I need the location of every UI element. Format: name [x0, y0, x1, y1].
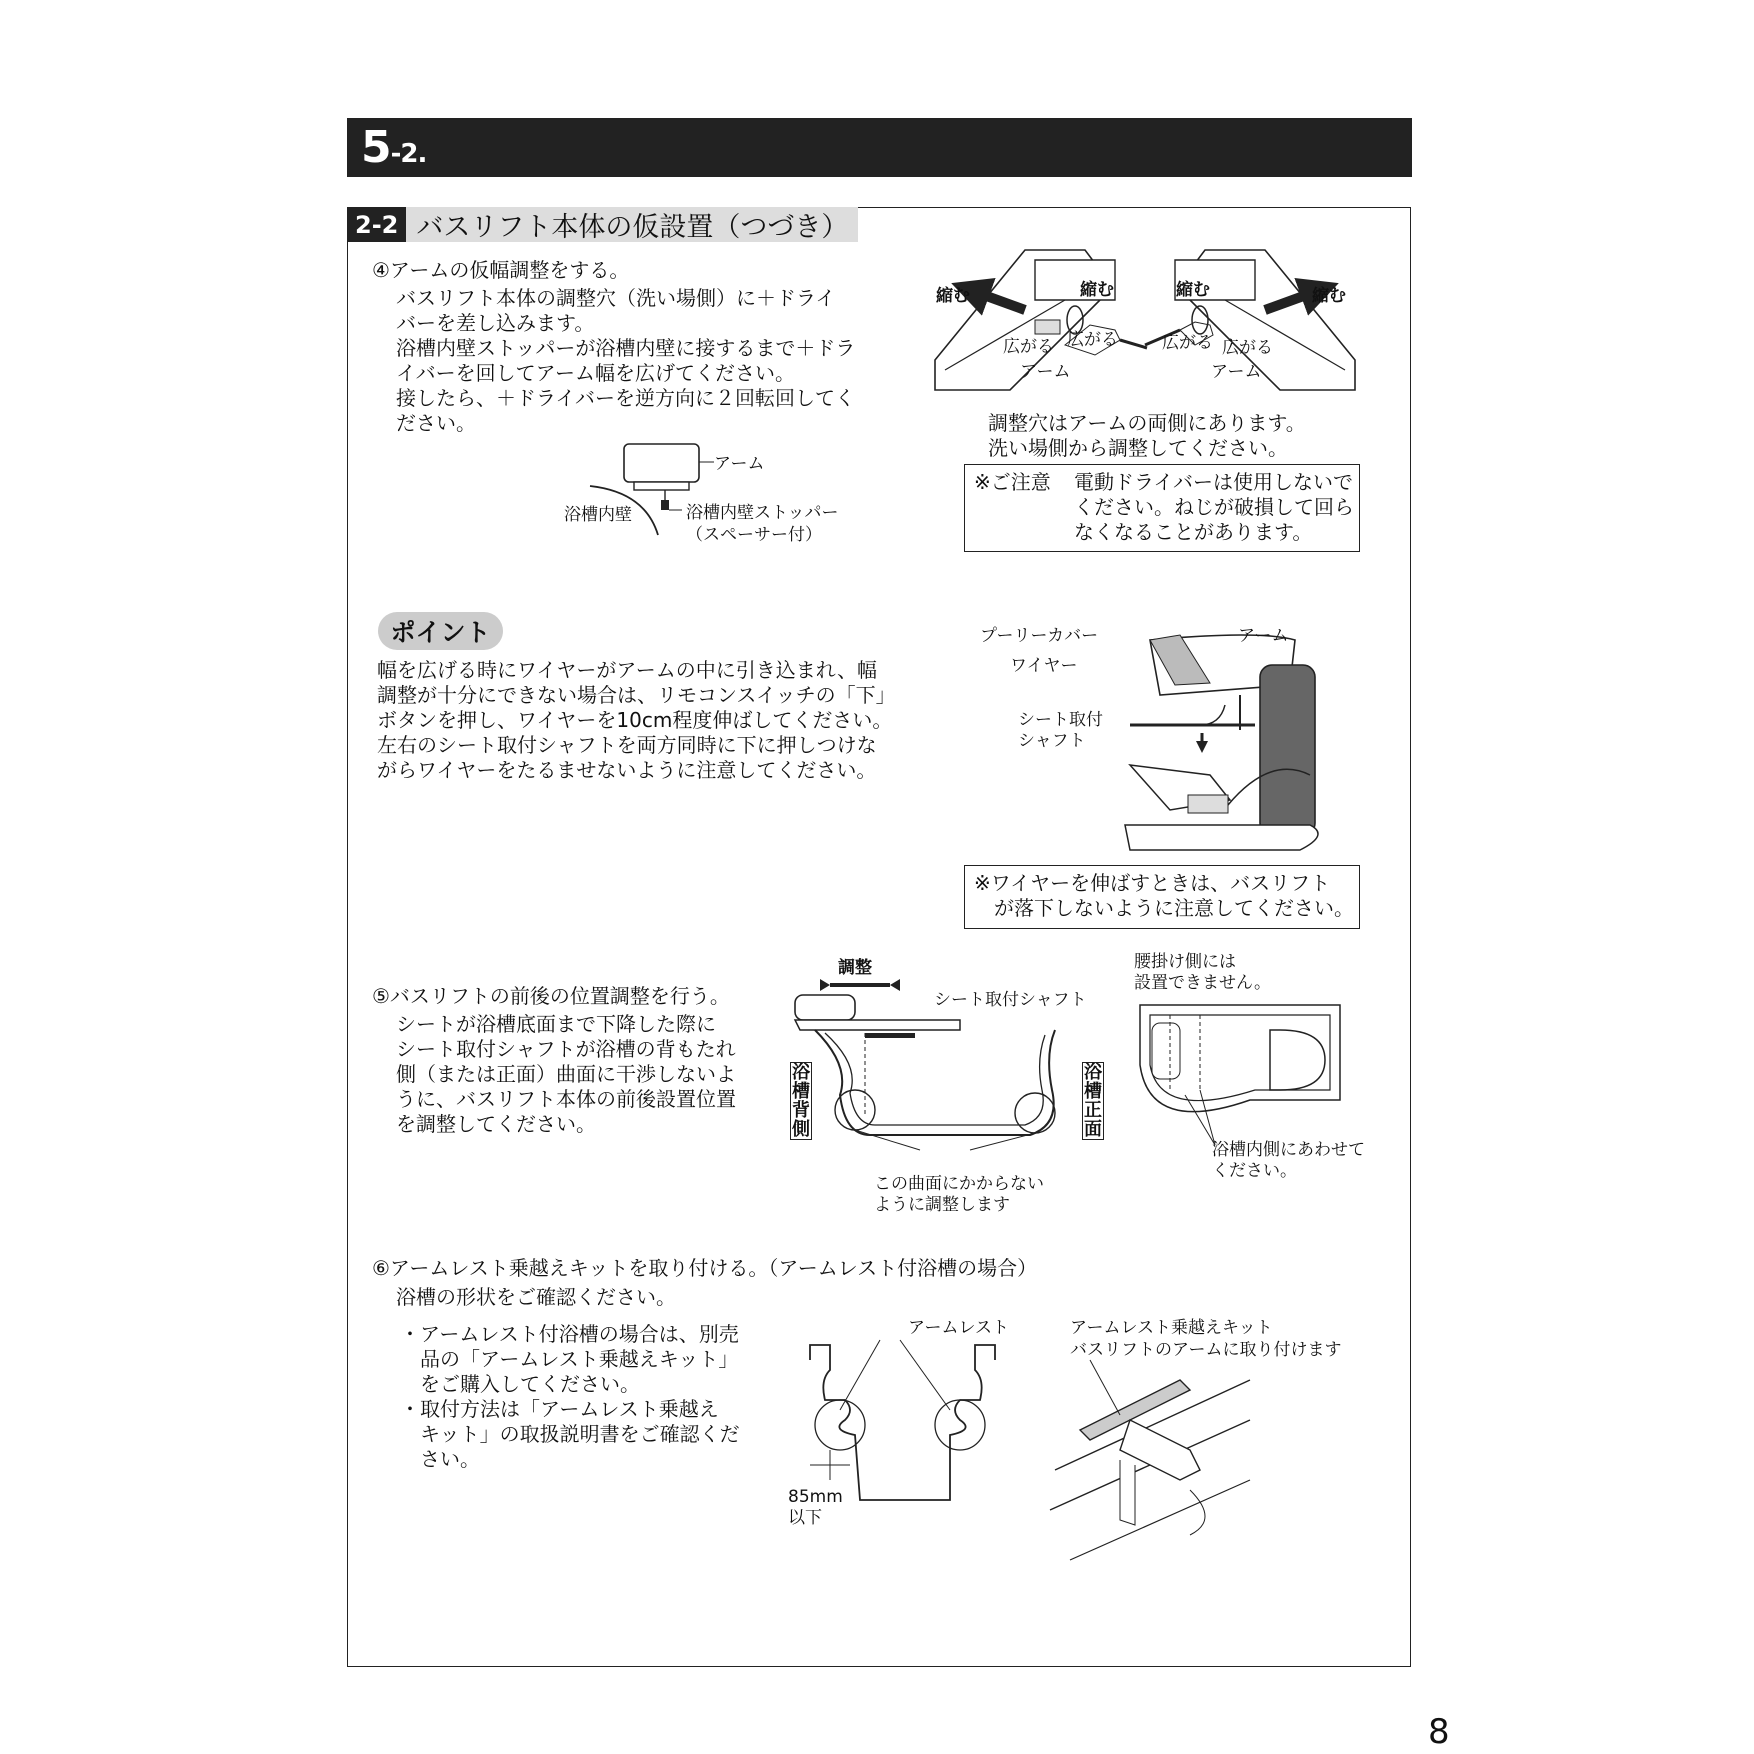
fig-arm-right: アーム [1211, 362, 1262, 382]
section-title-text: バスリフト本体の仮設置（つづき） [406, 207, 858, 242]
stopper-wall-label: 浴槽内壁 [564, 505, 632, 525]
bathtub-back-label: 浴槽背側 [792, 1062, 810, 1140]
step6-heading: ⑥アームレスト乗越えキットを取り付ける。（アームレスト付浴槽の場合） [372, 1256, 1038, 1280]
page-number: 8 [1428, 1712, 1450, 1752]
stopper-arm-label: アーム [714, 454, 765, 474]
fig-widen-4: 広がる [1222, 338, 1273, 358]
armrest-dim: 85mm 以下 [788, 1487, 843, 1528]
wire-figure [1110, 625, 1340, 855]
chapter-header-bar [347, 118, 1412, 177]
fig-arm-left: アーム [1020, 362, 1071, 382]
step6-bullet2: ・取付方法は「アームレスト乗越え キット」の取扱説明書をご確認くだ さい。 [400, 1397, 740, 1471]
kit-label-2: バスリフトのアームに取り付けます [1070, 1340, 1342, 1360]
bathtub-top-figure [1130, 995, 1350, 1145]
armrest-kit-figure [1050, 1360, 1280, 1580]
bathtub-inner-note: 浴槽内側にあわせて ください。 [1212, 1140, 1365, 1181]
wire-pulley-label: プーリーカバー [980, 626, 1099, 646]
step5-body: シートが浴槽底面まで下降した際に シート取付シャフトが浴槽の背もたれ 側（または正面）曲面に干渉しないよ うに、バスリフト本体の前後設置位置 を調整してください。 [396, 1012, 736, 1136]
stopper-label: 浴槽内壁ストッパー [686, 503, 839, 523]
arm-adjust-figure [915, 240, 1375, 400]
bathtub-seat-side-note: 腰掛け側には 設置できません。 [1134, 952, 1272, 993]
section-title [347, 207, 858, 242]
fig-shrink-mid2: 縮む [1176, 280, 1210, 300]
bathtub-adjust-label: 調整 [838, 958, 872, 978]
fig-shrink-mid1: 縮む [1080, 280, 1114, 300]
chapter-number: 5-2. [361, 122, 427, 173]
fig-shrink-right: 縮む [1312, 286, 1346, 306]
fig-widen-1: 広がる [1003, 337, 1054, 357]
caution-label: ※ご注意 [974, 470, 1051, 494]
wire-shaft-label: シート取付 シャフト [1018, 710, 1103, 751]
fig-widen-3: 広がる [1162, 333, 1213, 353]
bathtub-curve-note: この曲面にかからない ように調整します [874, 1174, 1044, 1215]
armrest-label: アームレスト [908, 1318, 1009, 1338]
adjust-holes-note: 調整穴はアームの両側にあります。 洗い場側から調整してください。 [988, 411, 1306, 460]
fig-widen-2: 広がる [1067, 330, 1118, 350]
point-body: 幅を広げる時にワイヤーがアームの中に引き込まれ、幅 調整が十分にできない場合は、リモコンスイッチの「下」 ボタンを押し、ワイヤーを10cm程度伸ばしてください。 左右のシート取付シャフトを両方同時に下に押しつけな がらワイヤーをたるませないように注意してください。 [377, 658, 896, 782]
section-badge: 2-2 [347, 207, 406, 242]
wire-wire-label: ワイヤー [1010, 656, 1078, 676]
caution-text: 電動ドライバーは使用しないで ください。ねじが破損して回ら なくなることがあります。 [1074, 470, 1354, 544]
step5-heading: ⑤バスリフトの前後の位置調整を行う。 [372, 984, 730, 1008]
step6-sub: 浴槽の形状をご確認ください。 [396, 1285, 676, 1309]
wire-note: ※ワイヤーを伸ばすときは、バスリフト が落下しないように注意してください。 [974, 871, 1354, 920]
stopper-spacer-label: （スペーサー付） [686, 525, 822, 545]
point-badge: ポイント [378, 612, 503, 650]
step6-bullet1: ・アームレスト付浴槽の場合は、別売 品の「アームレスト乗越えキット」 をご購入してください。 [400, 1322, 739, 1396]
bathtub-shaft-label: シート取付シャフト [934, 990, 1087, 1010]
step4-heading: ④アームの仮幅調整をする。 [372, 258, 630, 282]
fig-shrink-left: 縮む [936, 286, 970, 306]
kit-label: アームレスト乗越えキット [1070, 1318, 1273, 1338]
wire-arm-label: アーム [1238, 626, 1289, 646]
step4-body: バスリフト本体の調整穴（洗い場側）に＋ドライ バーを差し込みます。 浴槽内壁ストッパーが浴槽内壁に接するまで＋ドラ イバーを回してアーム幅を広げてください。 接したら、＋ドライバーを逆方向に２回転回してく ださい。 [396, 286, 856, 435]
bathtub-front-label: 浴槽正面 [1084, 1062, 1102, 1140]
